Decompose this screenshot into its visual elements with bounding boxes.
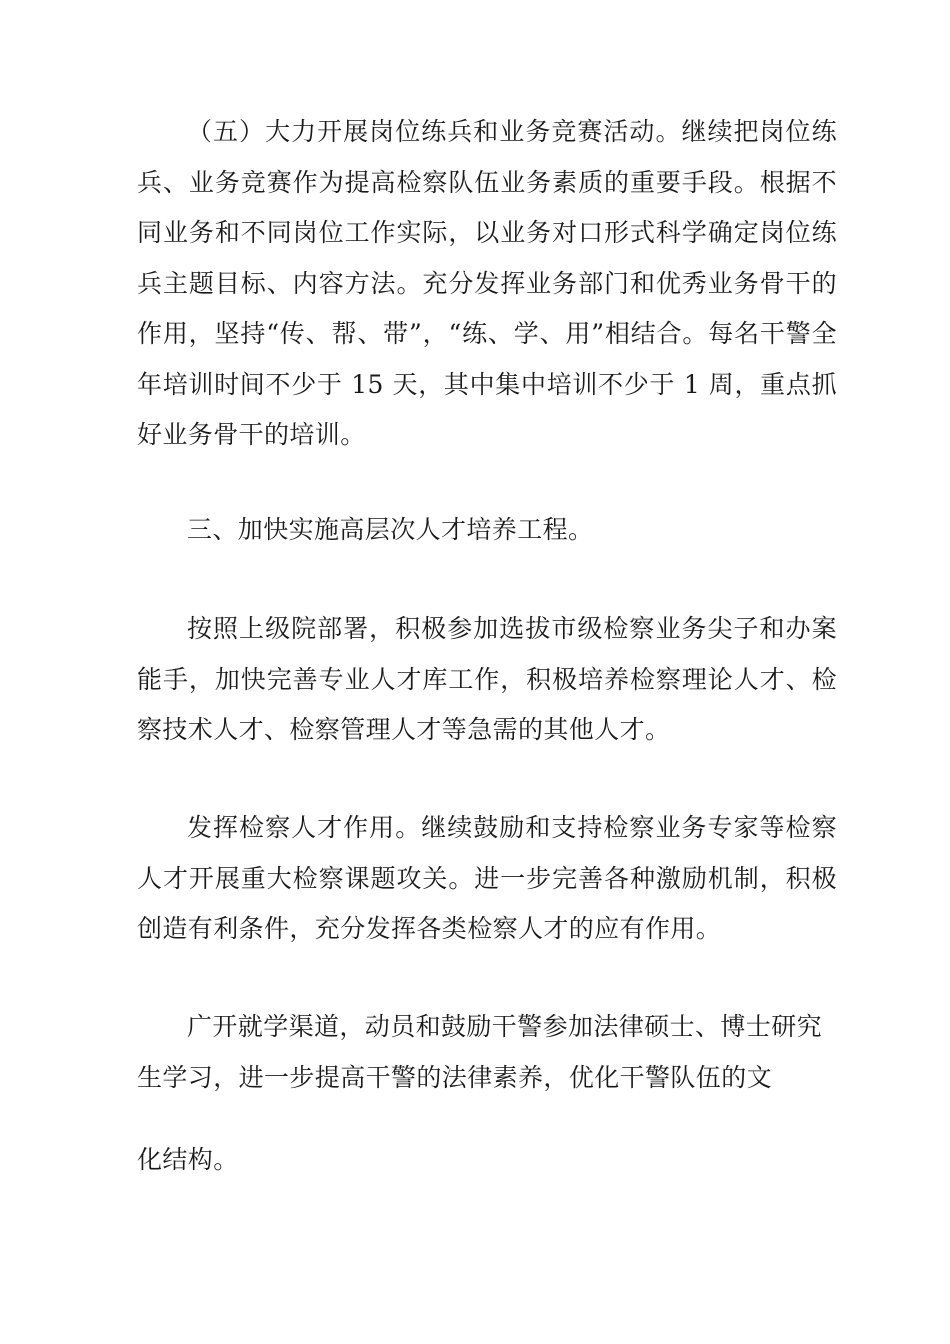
paragraph-training-competition: （五）大力开展岗位练兵和业务竞赛活动。继续把岗位练兵、业务竞赛作为提高检察队伍业务素质的重要手段。根据不同业务和不同岗位工作实际，以业务对口形式科学确定岗位练兵主题目标、内容方法。充分发挥业务部门和优秀业务骨干的作用，坚持“传、帮、带”，“练、学、用”相结合。每名干警全年培训时间不少于 15 天，其中集中培训不少于 1 周，重点抓好业务骨干的培训。 (137, 117, 837, 449)
paragraph-talent-selection: 按照上级院部署，积极参加选拔市级检察业务尖子和办案能手，加快完善专业人才库工作，积极培养检察理论人才、检察技术人才、检察管理人才等急需的其他人才。 (137, 614, 837, 744)
paragraph-talent-role: 发挥检察人才作用。继续鼓励和支持检察业务专家等检察人才开展重大检察课题攻关。进一步完善各种激励机制，积极创造有利条件，充分发挥各类检察人才的应有作用。 (137, 813, 837, 943)
paragraph-education-channels-end: 化结构。 (137, 1145, 239, 1174)
section-heading-talent-project: 三、加快实施高层次人才培养工程。 (187, 515, 594, 544)
paragraph-education-channels: 广开就学渠道，动员和鼓励干警参加法律硕士、博士研究生学习，进一步提高干警的法律素养，优化干警队伍的文 (137, 1012, 823, 1092)
